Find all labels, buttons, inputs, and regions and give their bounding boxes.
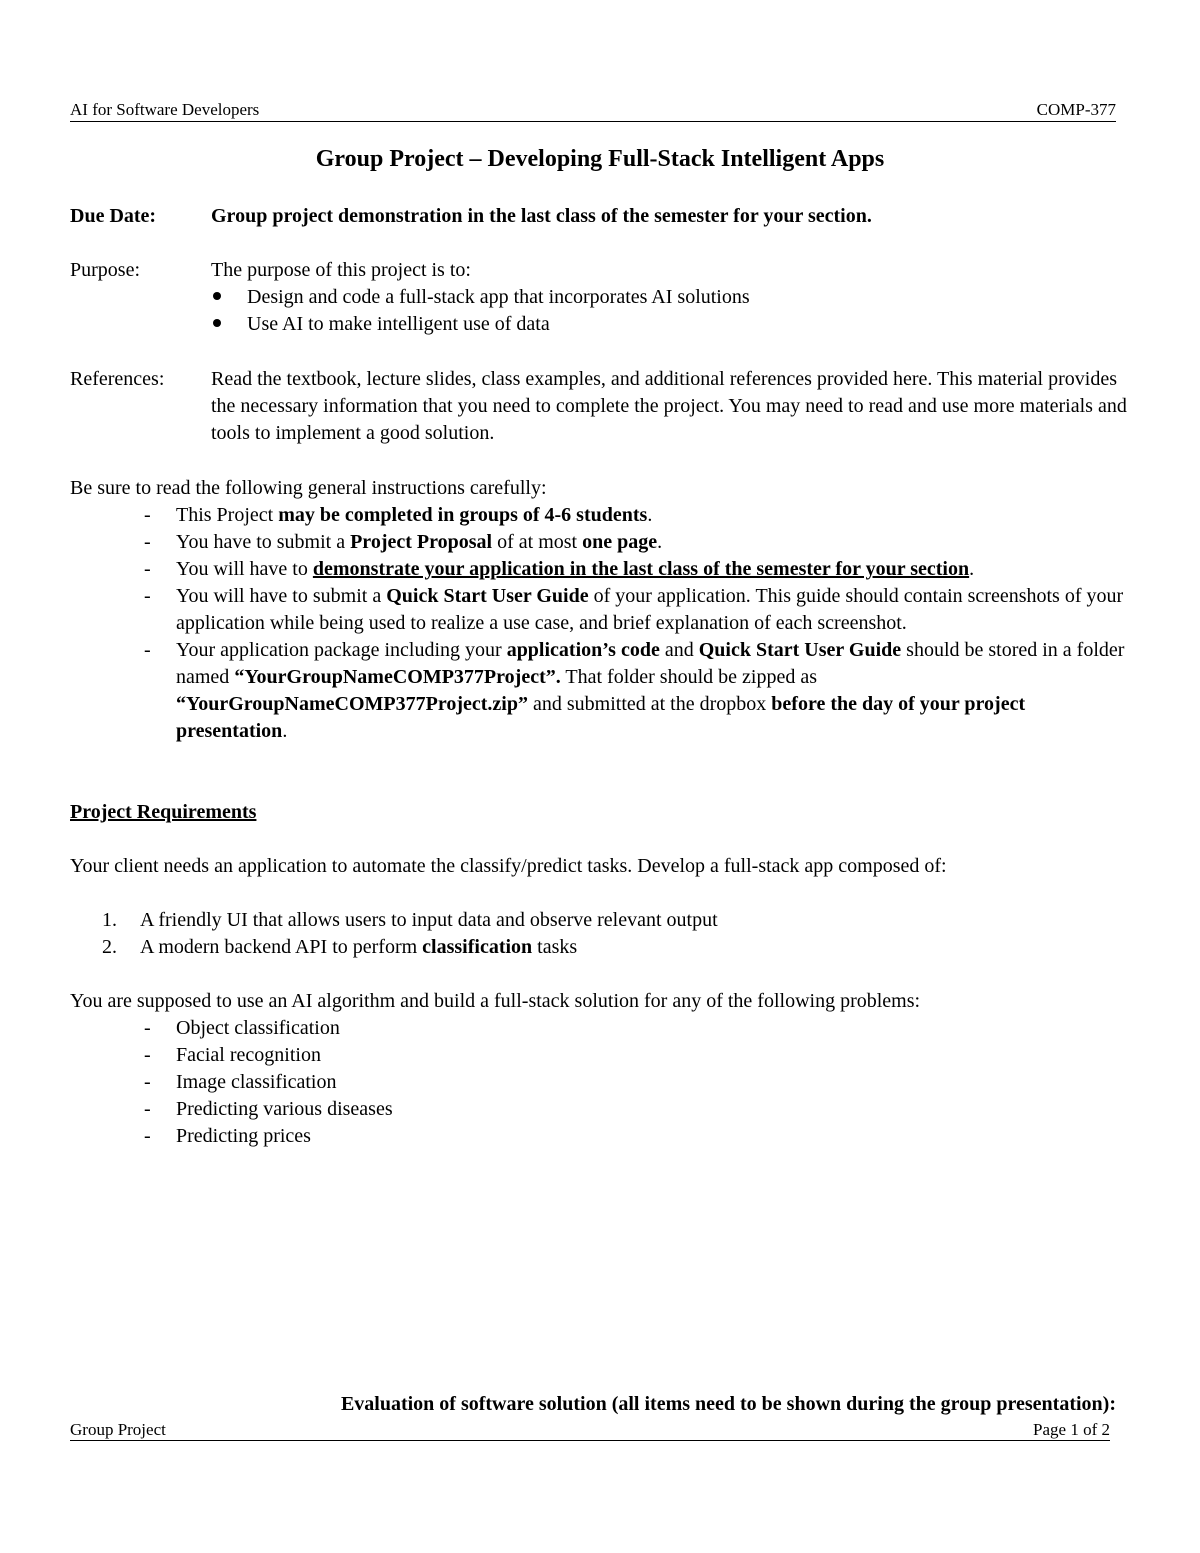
list-item: - Image classification (144, 1071, 337, 1093)
list-item: - You will have to submit a Quick Start User Guide of your application. This guide should contain screenshots of your application while being used to realize a use case, and brief explanation of each screenshot. (144, 585, 1124, 634)
problems-intro: You are supposed to use an AI algorithm and build a full-stack solution for any of the following problems: (70, 990, 921, 1012)
page-header (70, 100, 1116, 122)
purpose-bullet: Design and code a full-stack app that incorporates AI solutions (211, 284, 1136, 311)
list-item: - Facial recognition (144, 1044, 321, 1066)
purpose-label: Purpose: (70, 259, 140, 281)
list-item: 1. A friendly UI that allows users to input data and observe relevant output (102, 909, 718, 931)
due-date-text: Group project demonstration in the last class of the semester for your section. (211, 205, 872, 227)
purpose-section (211, 257, 1136, 338)
list-item: - You have to submit a Project Proposal of at most one page. (144, 531, 663, 553)
references-label: References: (70, 368, 165, 390)
footer-label: Group Project (70, 1420, 166, 1439)
list-item: - Predicting various diseases (144, 1098, 393, 1120)
instructions-intro: Be sure to read the following general instructions carefully: (70, 477, 547, 499)
page-footer (70, 1420, 1110, 1441)
problems-list (140, 1015, 1140, 1150)
list-item: 2. A modern backend API to perform classification tasks (102, 936, 578, 958)
page-number: Page 1 of 2 (1033, 1420, 1110, 1439)
header-course-code: COMP-377 (1036, 100, 1116, 119)
header-course-name: AI for Software Developers (70, 100, 260, 119)
bullet-icon (211, 311, 247, 338)
instructions-list (140, 502, 1140, 745)
purpose-bullet: Use AI to make intelligent use of data (211, 311, 1136, 338)
references-text: Read the textbook, lecture slides, class examples, and additional references provided here. This material provides the necessary information that you need to complete the project. You may need to read and use more materials and tools to implement a good solution. (211, 368, 1127, 444)
document-title: Group Project – Developing Full-Stack Intelligent Apps (315, 146, 885, 172)
evaluation-heading: Evaluation of software solution (all items need to be shown during the group presentation): (340, 1393, 1116, 1415)
bullet-icon (211, 284, 247, 311)
requirements-intro: Your client needs an application to automate the classify/predict tasks. Develop a full-stack app composed of: (70, 855, 947, 877)
list-item: - Object classification (144, 1017, 340, 1039)
purpose-intro: The purpose of this project is to: (211, 259, 471, 281)
requirements-numbered-list (102, 907, 1102, 961)
list-item: - Predicting prices (144, 1125, 311, 1147)
due-date-label: Due Date: (70, 205, 157, 227)
list-item: - You will have to demonstrate your application in the last class of the semester for your section. (144, 558, 975, 580)
list-item: - This Project may be completed in groups of 4-6 students. (144, 504, 653, 526)
list-item: - Your application package including your application’s code and Quick Start User Guide should be stored in a folder named “YourGroupNameCOMP377Project”. That folder should be zipped as “YourGroupNameCOMP377Project.zip” and submitted at the dropbox before the day of your project presentation. (144, 639, 1125, 742)
requirements-heading: Project Requirements (70, 801, 257, 823)
